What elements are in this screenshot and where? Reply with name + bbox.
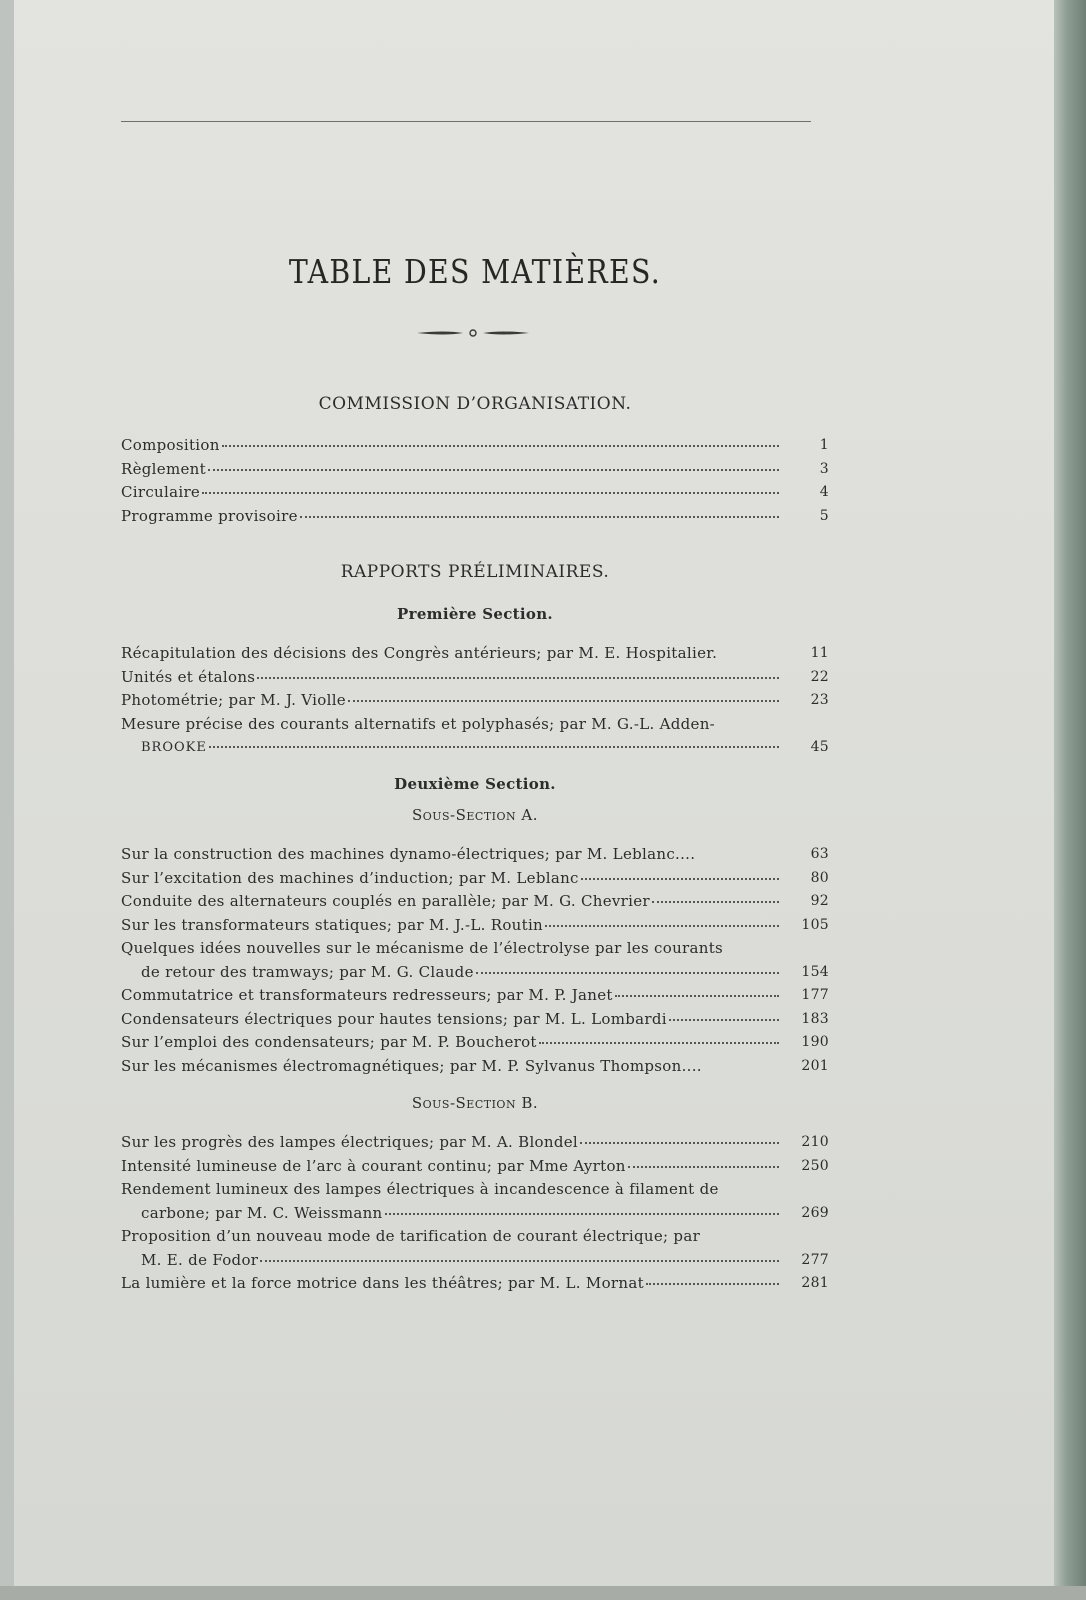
entry-title: Sur les transformateurs statiques; par M. J.-L. Routin — [121, 915, 544, 934]
toc-entry[interactable] — [121, 1178, 829, 1202]
entry-page: 190 — [801, 1034, 829, 1050]
toc-entry[interactable] — [121, 642, 829, 666]
leader-dots — [615, 995, 779, 997]
leader-dots — [545, 925, 779, 927]
toc-entry[interactable] — [121, 984, 829, 1008]
entry-title: Récapitulation des décisions des Congrès antérieurs; par M. E. Hospitalier. — [121, 644, 718, 662]
leader-dots — [628, 1166, 779, 1168]
leader-dots — [539, 1042, 779, 1044]
leader-dots — [222, 445, 779, 447]
toc-entry[interactable] — [121, 481, 829, 505]
page-title: TABLE DES MATIÈRES. — [288, 252, 662, 291]
commission-entries — [121, 434, 829, 528]
entry-page: 210 — [801, 1134, 829, 1150]
leader-dots — [348, 700, 779, 702]
entry-title-continuation: carbone; par M. C. Weissmann — [141, 1203, 383, 1222]
toc-entry[interactable] — [121, 434, 829, 458]
header-rule — [121, 121, 811, 122]
entry-page: 154 — [801, 963, 829, 980]
toc-entry[interactable] — [121, 1272, 829, 1296]
entry-title: Commutatrice et transformateurs redresseurs; par M. P. Janet — [121, 986, 613, 1004]
entry-title: Unités et étalons — [121, 667, 256, 686]
toc-entry[interactable] — [121, 505, 829, 529]
entry-page: 269 — [801, 1204, 829, 1221]
entry-page: 80 — [810, 869, 829, 886]
leader-dots — [652, 901, 779, 903]
entry-title: Conduite des alternateurs couplés en parallèle; par M. G. Chevrier — [121, 892, 650, 910]
entry-title: Proposition d’un nouveau mode de tarification de courant électrique; par — [121, 1227, 701, 1245]
deuxieme-section-heading: Deuxième Section. — [394, 775, 556, 793]
entry-title: Intensité lumineuse de l’arc à courant continu; par Mme Ayrton — [121, 1156, 626, 1175]
toc-entry-continuation[interactable] — [121, 1202, 829, 1226]
entry-title: Sur les progrès des lampes électriques; par M. A. Blondel — [121, 1133, 579, 1151]
sous-section-b-heading: Sous-Section B. — [411, 1094, 539, 1112]
entry-title: Sur les mécanismes électromagnétiques; par M. P. Sylvanus Thompson.... — [121, 1056, 702, 1075]
sous-section-b-entries — [121, 1131, 829, 1296]
toc-entry[interactable] — [121, 713, 829, 737]
entry-title: Sur l’emploi des condensateurs; par M. P. Boucherot — [121, 1033, 537, 1051]
book-page — [14, 0, 1055, 1588]
premiere-entries — [121, 642, 829, 760]
entry-page: 1 — [819, 437, 829, 453]
page-bottom-edge — [0, 1586, 1086, 1600]
entry-page: 201 — [801, 1057, 829, 1074]
entry-page: 277 — [801, 1251, 829, 1268]
entry-title-continuation: BROOKE — [141, 740, 207, 755]
entry-page: 4 — [819, 484, 829, 500]
toc-entry-continuation[interactable] — [121, 1249, 829, 1273]
leader-dots — [581, 878, 779, 880]
leader-dots — [646, 1283, 779, 1285]
entry-page: 183 — [801, 1010, 829, 1027]
entry-title: Sur la construction des machines dynamo-électriques; par M. Leblanc.... — [121, 845, 696, 863]
toc-entry[interactable] — [121, 1155, 829, 1179]
leader-dots — [385, 1213, 779, 1215]
entry-title: La lumière et la force motrice dans les théâtres; par M. L. Mornat — [121, 1274, 644, 1292]
toc-entry[interactable] — [121, 867, 829, 891]
leader-dots — [300, 516, 779, 518]
rapports-heading: RAPPORTS PRÉLIMINAIRES. — [340, 562, 610, 582]
leader-dots — [257, 677, 779, 679]
entry-title: Programme provisoire — [121, 506, 298, 525]
entry-page: 177 — [801, 987, 829, 1003]
toc-entry[interactable] — [121, 914, 829, 938]
toc-entry[interactable] — [121, 1225, 829, 1249]
entry-page: 22 — [810, 668, 829, 685]
entry-title-continuation: de retour des tramways; par M. G. Claude — [141, 962, 474, 981]
entry-page: 45 — [810, 739, 829, 755]
toc-entry[interactable] — [121, 458, 829, 482]
leader-dots — [209, 746, 779, 748]
entry-page: 105 — [801, 916, 829, 933]
toc-entry[interactable] — [121, 1031, 829, 1055]
entry-page: 23 — [810, 692, 829, 708]
entry-page: 11 — [810, 645, 829, 661]
entry-page: 281 — [801, 1275, 829, 1291]
ornament-divider-icon — [415, 328, 531, 338]
entry-title: Rendement lumineux des lampes électriques à incandescence à filament de — [121, 1180, 719, 1198]
toc-entry-continuation[interactable] — [121, 736, 829, 760]
leader-dots — [669, 1019, 779, 1021]
toc-entry[interactable] — [121, 666, 829, 690]
entry-title: Circulaire — [121, 483, 201, 501]
entry-page: 63 — [810, 846, 829, 862]
leader-dots — [260, 1260, 779, 1262]
entry-title: Condensateurs électriques pour hautes tensions; par M. L. Lombardi — [121, 1009, 667, 1028]
leader-dots — [580, 1142, 779, 1144]
entry-title: Sur l’excitation des machines d’induction; par M. Leblanc — [121, 868, 579, 887]
leader-dots — [476, 972, 779, 974]
leader-dots — [208, 469, 779, 471]
entry-title: Photométrie; par M. J. Violle — [121, 691, 346, 709]
entry-page: 3 — [819, 460, 829, 477]
toc-entry[interactable] — [121, 689, 829, 713]
toc-entry[interactable] — [121, 843, 829, 867]
leader-dots — [202, 492, 779, 494]
toc-entry-continuation[interactable] — [121, 961, 829, 985]
entry-title-continuation: M. E. de Fodor — [141, 1250, 259, 1269]
toc-entry[interactable] — [121, 1131, 829, 1155]
sous-section-a-entries — [121, 843, 829, 1078]
entry-page: 92 — [810, 893, 829, 909]
binding-edge — [1054, 0, 1086, 1600]
sous-section-a-heading: Sous-Section A. — [411, 806, 539, 824]
entry-title: Quelques idées nouvelles sur le mécanisme de l’électrolyse par les courants — [121, 939, 724, 957]
toc-entry[interactable] — [121, 937, 829, 961]
premiere-section-heading: Première Section. — [397, 605, 553, 623]
entry-title: Règlement — [121, 459, 206, 478]
toc-entry[interactable] — [121, 890, 829, 914]
toc-entry[interactable] — [121, 1008, 829, 1032]
commission-heading: COMMISSION D’ORGANISATION. — [318, 394, 632, 414]
entry-page: 250 — [801, 1157, 829, 1174]
entry-page: 5 — [819, 507, 829, 524]
entry-title: Mesure précise des courants alternatifs et polyphasés; par M. G.-L. Adden- — [121, 714, 716, 733]
entry-title: Composition — [121, 436, 220, 454]
toc-entry[interactable] — [121, 1055, 829, 1079]
